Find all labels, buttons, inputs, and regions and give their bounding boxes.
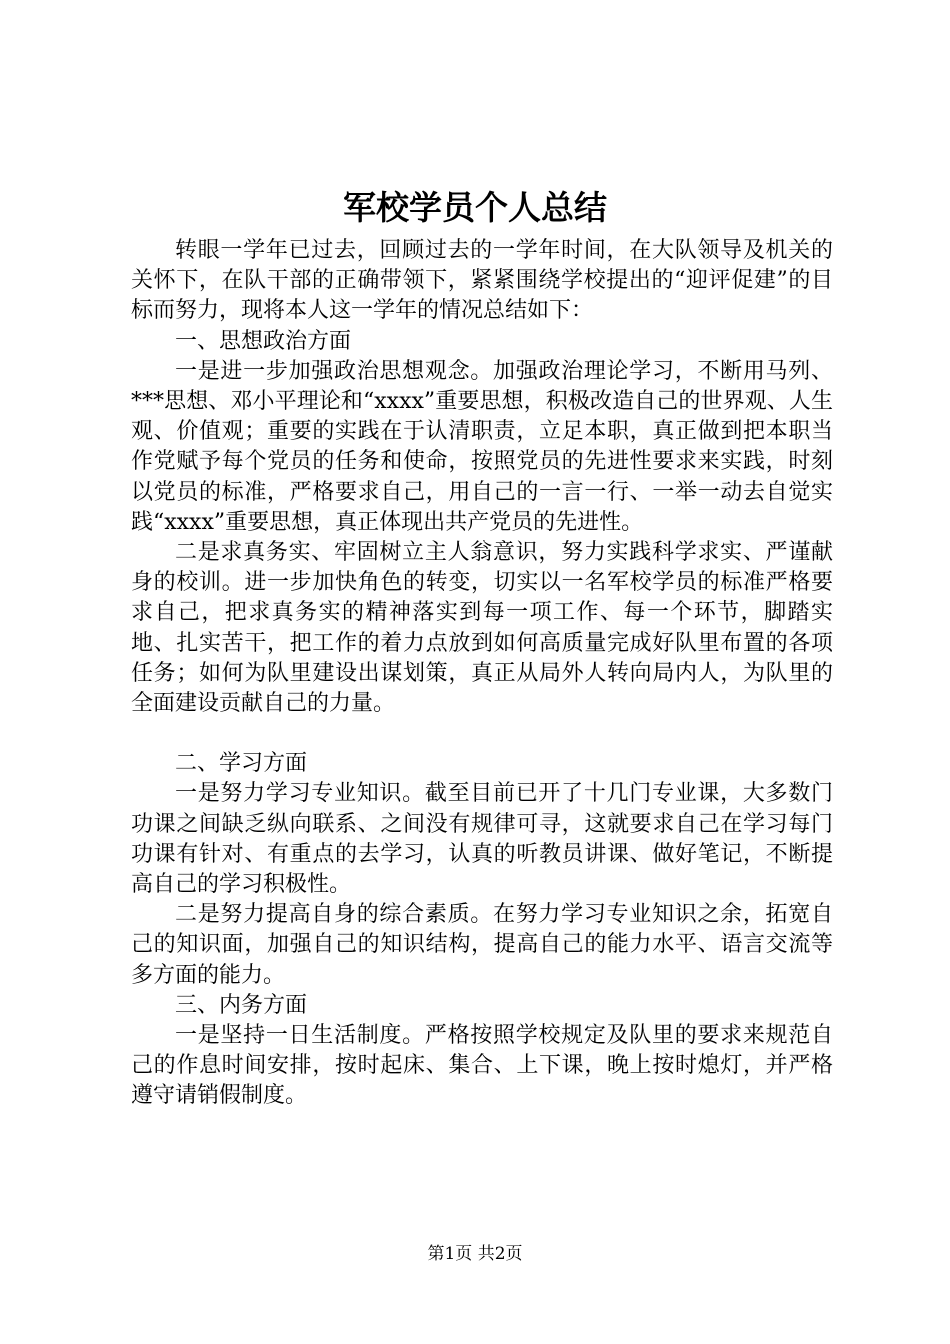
politics-paragraph-1: 一是进一步加强政治思想观念。加强政治理论学习，不断用马列、***思想、邓小平理论和“xxxx”重要思想，积极改造自己的世界观、人生观、价值观；重要的实践在于认清职责，立足本职，真正做到把本职当作党赋予每个党员的任务和使命，按照党员的先进性要求来实践，时刻以党员的标准，严格要求自己，用自己的一言一行、一举一动去自觉实践“xxxx”重要思想，真正体现出共产党员的先进性。 bbox=[131, 358, 833, 535]
section-heading-housekeeping: 三、内务方面 bbox=[175, 992, 308, 1018]
politics-paragraph-2: 二是求真务实、牢固树立主人翁意识，努力实践科学求实、严谨献身的校训。进一步加快角色的转变，切实以一名军校学员的标准严格要求自己，把求真务实的精神落实到每一项工作、每一个环节，脚踏实地、扎实苦干，把工作的着力点放到如何高质量完成好队里布置的各项任务；如何为队里建设出谋划策，真正从局外人转向局内人，为队里的全面建设贡献自己的力量。 bbox=[131, 540, 833, 717]
document-body bbox=[131, 236, 833, 1112]
study-paragraph-2: 二是努力提高自身的综合素质。在努力学习专业知识之余，拓宽自己的知识面，加强自己的知识结构，提高自己的能力水平、语言交流等多方面的能力。 bbox=[131, 902, 833, 988]
page-footer: 第1页 共2页 bbox=[427, 1244, 523, 1264]
paragraph-gap bbox=[131, 719, 833, 749]
study-paragraph-1: 一是努力学习专业知识。截至目前已开了十几门专业课，大多数门功课之间缺乏纵向联系、之间没有规律可寻，这就要求自己在学习每门功课有针对、有重点的去学习，认真的听教员讲课、做好笔记，不断提高自己的学习积极性。 bbox=[131, 781, 833, 898]
intro-paragraph: 转眼一学年已过去，回顾过去的一学年时间，在大队领导及机关的关怀下，在队干部的正确带领下，紧紧围绕学校提出的“迎评促建”的目标而努力，现将本人这一学年的情况总结如下： bbox=[131, 238, 833, 324]
housekeeping-paragraph-1: 一是坚持一日生活制度。严格按照学校规定及队里的要求来规范自己的作息时间安排，按时起床、集合、上下课，晚上按时熄灯，并严格遵守请销假制度。 bbox=[131, 1023, 833, 1109]
document-title: 军校学员个人总结 bbox=[343, 188, 607, 227]
section-heading-politics: 一、思想政治方面 bbox=[175, 328, 352, 354]
section-heading-study: 二、学习方面 bbox=[175, 751, 308, 777]
